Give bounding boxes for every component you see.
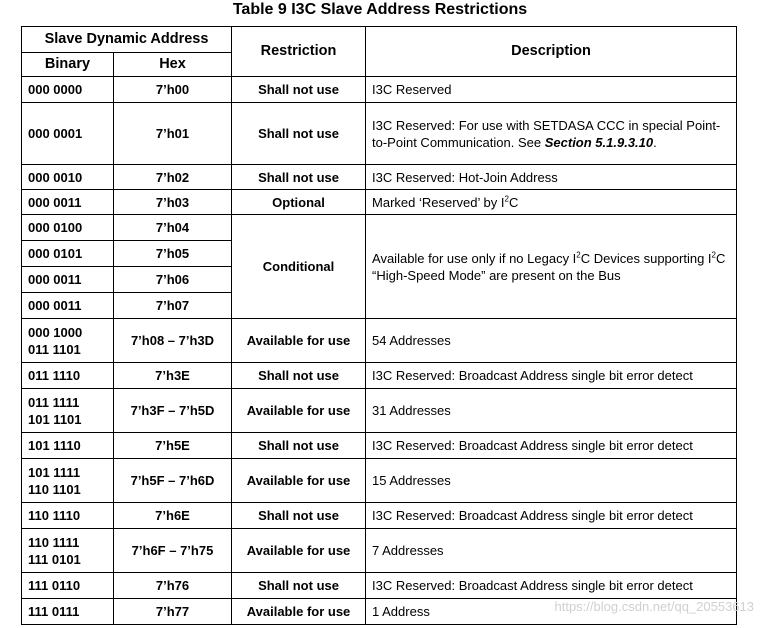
binary-cell bbox=[22, 319, 114, 363]
header-description: Description bbox=[366, 27, 737, 77]
header-row-1 bbox=[22, 27, 737, 53]
restriction-cell: Shall not use bbox=[232, 77, 366, 103]
hex-cell: 7’h03 bbox=[114, 190, 232, 215]
table-row bbox=[22, 190, 737, 215]
table-row bbox=[22, 573, 737, 599]
table-row bbox=[22, 215, 737, 241]
hex-cell: 7’h04 bbox=[114, 215, 232, 241]
header-binary: Binary bbox=[22, 53, 114, 77]
binary-cell: 101 1110 bbox=[22, 433, 114, 459]
hex-cell: 7’h01 bbox=[114, 103, 232, 165]
restriction-cell: Available for use bbox=[232, 459, 366, 503]
hex-cell: 7’h07 bbox=[114, 293, 232, 319]
table-row bbox=[22, 529, 737, 573]
binary-cell: 000 0010 bbox=[22, 165, 114, 190]
description-cell: 7 Addresses bbox=[366, 529, 737, 573]
description-cell: 15 Addresses bbox=[366, 459, 737, 503]
description-cell-conditional bbox=[366, 215, 737, 319]
table-row bbox=[22, 77, 737, 103]
description-cell: I3C Reserved: Hot-Join Address bbox=[366, 165, 737, 190]
restriction-cell: Shall not use bbox=[232, 503, 366, 529]
binary-start: 011 1111 bbox=[28, 394, 80, 410]
description-cell: 31 Addresses bbox=[366, 389, 737, 433]
binary-cell: 000 0011 bbox=[22, 293, 114, 319]
description-cell: 54 Addresses bbox=[366, 319, 737, 363]
hex-cell: 7’h6F – 7’h75 bbox=[114, 529, 232, 573]
binary-start: 110 1111 bbox=[28, 534, 80, 550]
restriction-cell: Shall not use bbox=[232, 573, 366, 599]
table-title: Table 9 I3C Slave Address Restrictions bbox=[232, 1, 528, 18]
table-row bbox=[22, 363, 737, 389]
table-row bbox=[22, 433, 737, 459]
restriction-cell: Optional bbox=[232, 190, 366, 215]
hex-cell: 7’h5E bbox=[114, 433, 232, 459]
description-text: C bbox=[508, 194, 519, 210]
hex-cell: 7’h00 bbox=[114, 77, 232, 103]
description-text: C Devices supporting I bbox=[580, 250, 712, 266]
hex-cell: 7’h05 bbox=[114, 241, 232, 267]
restriction-cell: Available for use bbox=[232, 389, 366, 433]
restriction-cell: Shall not use bbox=[232, 363, 366, 389]
restriction-cell-conditional: Conditional bbox=[232, 215, 366, 319]
binary-cell: 000 0000 bbox=[22, 77, 114, 103]
address-restrictions-table bbox=[21, 26, 737, 625]
superscript: 2 bbox=[576, 250, 581, 260]
header-slave-dynamic-address: Slave Dynamic Address bbox=[22, 27, 232, 53]
description-cell: I3C Reserved bbox=[366, 77, 737, 103]
binary-cell: 000 0001 bbox=[22, 103, 114, 165]
binary-cell: 000 0100 bbox=[22, 215, 114, 241]
description-cell: I3C Reserved: Broadcast Address single bit error detect bbox=[366, 433, 737, 459]
table-row bbox=[22, 389, 737, 433]
header-restriction: Restriction bbox=[232, 27, 366, 77]
restriction-cell: Available for use bbox=[232, 599, 366, 625]
hex-cell: 7’h6E bbox=[114, 503, 232, 529]
binary-cell: 111 0110 bbox=[22, 573, 114, 599]
section-reference-link[interactable]: Section 5.1.9.3.10 bbox=[544, 134, 654, 150]
binary-cell: 110 1110 bbox=[22, 503, 114, 529]
description-cell: I3C Reserved: Broadcast Address single bit error detect bbox=[366, 503, 737, 529]
binary-end: 110 1101 bbox=[28, 481, 81, 497]
description-text: I3C Reserved: For use with SETDASA CCC in special Point-to-Point Communication. See bbox=[372, 117, 721, 150]
description-text: Marked ‘Reserved’ by I bbox=[372, 194, 505, 210]
hex-cell: 7’h3E bbox=[114, 363, 232, 389]
binary-cell bbox=[22, 529, 114, 573]
binary-start: 101 1111 bbox=[28, 464, 81, 480]
description-cell: 1 Address bbox=[366, 599, 737, 625]
binary-cell: 011 1110 bbox=[22, 363, 114, 389]
binary-end: 011 1101 bbox=[28, 341, 81, 357]
binary-start: 000 1000 bbox=[28, 324, 83, 340]
restriction-cell: Shall not use bbox=[232, 103, 366, 165]
table-row bbox=[22, 319, 737, 363]
description-cell bbox=[366, 190, 737, 215]
binary-cell: 000 0011 bbox=[22, 190, 114, 215]
description-text: C “High-Speed Mode” are present on the Bus bbox=[372, 250, 726, 283]
description-cell: I3C Reserved: Broadcast Address single bit error detect bbox=[366, 363, 737, 389]
table-row bbox=[22, 503, 737, 529]
description-cell: I3C Reserved: Broadcast Address single bit error detect bbox=[366, 573, 737, 599]
description-text: Available for use only if no Legacy I bbox=[372, 250, 577, 266]
binary-cell: 000 0011 bbox=[22, 267, 114, 293]
table-row bbox=[22, 103, 737, 165]
binary-end: 111 0101 bbox=[28, 551, 81, 567]
restriction-cell: Shall not use bbox=[232, 433, 366, 459]
hex-cell: 7’h5F – 7’h6D bbox=[114, 459, 232, 503]
binary-end: 101 1101 bbox=[28, 411, 82, 427]
table-row bbox=[22, 165, 737, 190]
hex-cell: 7’h06 bbox=[114, 267, 232, 293]
superscript: 2 bbox=[711, 250, 716, 260]
restriction-cell: Available for use bbox=[232, 319, 366, 363]
hex-cell: 7’h76 bbox=[114, 573, 232, 599]
hex-cell: 7’h3F – 7’h5D bbox=[114, 389, 232, 433]
description-tail: . bbox=[653, 134, 657, 150]
description-cell bbox=[366, 103, 737, 165]
watermark-text: https://blog.csdn.net/qq_20553613 bbox=[554, 599, 754, 614]
hex-cell: 7’h08 – 7’h3D bbox=[114, 319, 232, 363]
restriction-cell: Shall not use bbox=[232, 165, 366, 190]
superscript: 2 bbox=[504, 194, 509, 204]
binary-cell: 000 0101 bbox=[22, 241, 114, 267]
binary-cell bbox=[22, 389, 114, 433]
header-hex: Hex bbox=[114, 53, 232, 77]
table-row bbox=[22, 459, 737, 503]
hex-cell: 7’h02 bbox=[114, 165, 232, 190]
restriction-cell: Available for use bbox=[232, 529, 366, 573]
binary-cell: 111 0111 bbox=[22, 599, 114, 625]
hex-cell: 7’h77 bbox=[114, 599, 232, 625]
binary-cell bbox=[22, 459, 114, 503]
